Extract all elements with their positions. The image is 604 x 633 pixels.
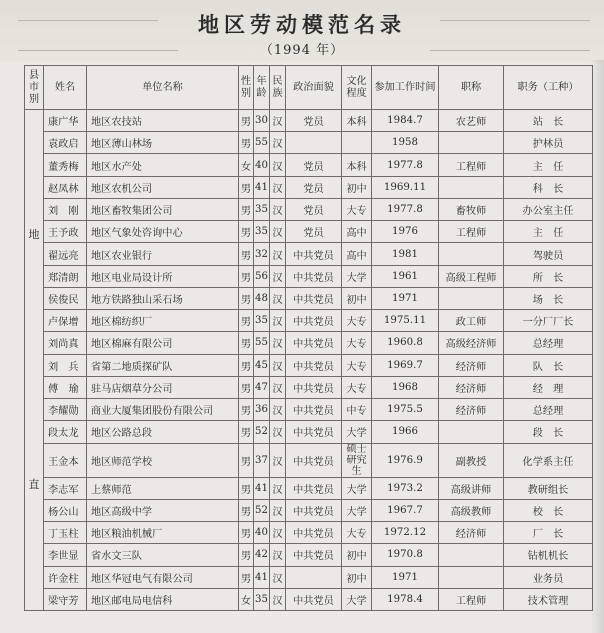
cell-unit: 地区公路总段 [87,421,239,443]
cell-politics: 中共党员 [286,522,342,544]
table-row [25,544,593,566]
cell-name: 傅 瑜 [44,376,87,398]
cell-name: 郑清朗 [44,265,87,287]
cell-education: 大专 [342,522,372,544]
cell-work-start: 1984.7 [372,110,439,132]
table-header-row [25,66,593,110]
cell-work-start: 1977.8 [372,154,439,176]
cell-unit: 地区农业银行 [87,243,239,265]
cell-unit: 地区电业局设计所 [87,265,239,287]
cell-unit: 地区华冠电气有限公司 [87,566,239,588]
cell-unit: 地区气象处咨询中心 [87,221,239,243]
cell-age: 40 [254,522,270,544]
cell-work-start: 1976.9 [372,443,439,477]
table-row [25,376,593,398]
cell-age: 47 [254,376,270,398]
cell-name: 段太龙 [44,421,87,443]
cell-politics: 中共党员 [286,265,342,287]
header-name: 姓名 [44,66,87,110]
cell-ethnic: 汉 [270,354,286,376]
cell-education: 初中 [342,287,372,309]
table-row [25,421,593,443]
cell-work-start: 1972.12 [372,522,439,544]
cell-unit: 地区高级中学 [87,499,239,521]
cell-work-start: 1973.2 [372,477,439,499]
cell-ethnic: 汉 [270,544,286,566]
cell-sex: 女 [239,588,254,610]
cell-position: 总经理 [504,332,593,354]
cell-name: 王金本 [44,443,87,477]
cell-sex: 男 [239,176,254,198]
cell-sex: 男 [239,566,254,588]
cell-title: 经济师 [439,376,504,398]
cell-unit: 省第二地质探矿队 [87,354,239,376]
cell-sex: 男 [239,287,254,309]
cell-education: 大学 [342,477,372,499]
cell-work-start: 1971 [372,566,439,588]
cell-politics: 中共党员 [286,354,342,376]
table-row [25,477,593,499]
cell-name: 李世显 [44,544,87,566]
cell-politics: 中共党员 [286,499,342,521]
cell-ethnic: 汉 [270,376,286,398]
cell-ethnic: 汉 [270,566,286,588]
cell-work-start: 1976 [372,221,439,243]
cell-work-start: 1981 [372,243,439,265]
cell-position: 站 长 [504,110,593,132]
header-county: 县市别 [25,66,44,110]
cell-sex: 男 [239,265,254,287]
cell-sex: 男 [239,443,254,477]
cell-education: 大专 [342,354,372,376]
cell-sex: 男 [239,499,254,521]
cell-work-start: 1975.5 [372,399,439,421]
county-char: 直 [28,478,40,491]
cell-work-start: 1977.8 [372,198,439,220]
header-unit: 单位名称 [87,66,239,110]
cell-name: 王予政 [44,221,87,243]
county-char: 地 [28,228,40,241]
cell-education: 大学 [342,588,372,610]
header-education: 文化程度 [342,66,372,110]
cell-education: 高中 [342,221,372,243]
cell-age: 32 [254,243,270,265]
table-row [25,499,593,521]
cell-title: 工程师 [439,221,504,243]
table-row [25,221,593,243]
cell-politics: 中共党员 [286,399,342,421]
cell-age: 48 [254,287,270,309]
cell-age: 55 [254,332,270,354]
header-work-start: 参加工作时间 [372,66,439,110]
table-row [25,176,593,198]
cell-work-start: 1968 [372,376,439,398]
table-row [25,522,593,544]
table-row [25,443,593,477]
cell-sex: 男 [239,477,254,499]
cell-age: 40 [254,154,270,176]
table-row [25,588,593,610]
table-row [25,287,593,309]
cell-age: 36 [254,399,270,421]
cell-name: 侯俊民 [44,287,87,309]
header-age: 年龄 [254,66,270,110]
cell-title: 经济师 [439,354,504,376]
cell-ethnic: 汉 [270,132,286,154]
cell-politics: 中共党员 [286,376,342,398]
cell-name: 丁玉柱 [44,522,87,544]
cell-title [439,132,504,154]
cell-title [439,544,504,566]
cell-ethnic: 汉 [270,499,286,521]
cell-age: 30 [254,110,270,132]
cell-title [439,566,504,588]
cell-age: 56 [254,265,270,287]
table-row [25,332,593,354]
cell-position: 段 长 [504,421,593,443]
cell-title [439,287,504,309]
cell-ethnic: 汉 [270,443,286,477]
cell-sex: 女 [239,154,254,176]
cell-sex: 男 [239,310,254,332]
cell-education: 大专 [342,310,372,332]
cell-education: 初中 [342,544,372,566]
cell-unit: 地区薄山林场 [87,132,239,154]
cell-age: 55 [254,132,270,154]
cell-unit: 地区畜牧集团公司 [87,198,239,220]
cell-sex: 男 [239,376,254,398]
table-body [25,110,593,611]
cell-sex: 男 [239,332,254,354]
cell-position: 钻机机长 [504,544,593,566]
page-subtitle: （1994 年） [259,43,345,58]
cell-age: 37 [254,443,270,477]
cell-unit: 地区粮油机械厂 [87,522,239,544]
cell-politics: 党员 [286,198,342,220]
page-title: 地区劳动模范名录 [198,13,406,37]
cell-title: 高级教师 [439,499,504,521]
cell-name: 翟远亮 [44,243,87,265]
cell-education: 大专 [342,198,372,220]
cell-politics [286,566,342,588]
cell-title: 工程师 [439,154,504,176]
cell-unit: 地方铁路独山采石场 [87,287,239,309]
cell-position: 经 理 [504,376,593,398]
cell-education: 本科 [342,110,372,132]
cell-sex: 男 [239,544,254,566]
cell-politics: 党员 [286,176,342,198]
cell-education: 大学 [342,265,372,287]
cell-work-start: 1971 [372,287,439,309]
cell-name: 卢保增 [44,310,87,332]
cell-sex: 男 [239,132,254,154]
cell-county [25,110,44,611]
cell-unit: 地区棉纺织厂 [87,310,239,332]
cell-unit: 地区农机公司 [87,176,239,198]
cell-title: 经济师 [439,522,504,544]
cell-unit: 地区师范学校 [87,443,239,477]
cell-politics: 中共党员 [286,287,342,309]
cell-age: 35 [254,198,270,220]
cell-work-start: 1975.11 [372,310,439,332]
cell-ethnic: 汉 [270,110,286,132]
cell-title: 高级经济师 [439,332,504,354]
cell-position: 主 任 [504,154,593,176]
cell-unit: 地区棉麻有限公司 [87,332,239,354]
cell-politics: 党员 [286,221,342,243]
cell-education [342,132,372,154]
cell-position: 科 长 [504,176,593,198]
cell-ethnic: 汉 [270,265,286,287]
cell-position: 所 长 [504,265,593,287]
cell-sex: 男 [239,221,254,243]
cell-politics [286,132,342,154]
cell-education: 硕士研究生 [342,443,372,477]
cell-education: 大专 [342,332,372,354]
cell-age: 35 [254,588,270,610]
cell-education: 初中 [342,176,372,198]
cell-title: 政工师 [439,310,504,332]
cell-title [439,421,504,443]
cell-title [439,243,504,265]
cell-ethnic: 汉 [270,522,286,544]
cell-age: 52 [254,421,270,443]
cell-position: 校 长 [504,499,593,521]
table-row [25,310,593,332]
cell-position: 技术管理 [504,588,593,610]
cell-ethnic: 汉 [270,310,286,332]
table-row [25,154,593,176]
table-row [25,110,593,132]
cell-age: 35 [254,221,270,243]
cell-ethnic: 汉 [270,243,286,265]
cell-position: 办公室主任 [504,198,593,220]
cell-title: 高级工程师 [439,265,504,287]
cell-politics: 中共党员 [286,421,342,443]
cell-name: 刘 兵 [44,354,87,376]
cell-age: 52 [254,499,270,521]
cell-sex: 男 [239,522,254,544]
cell-ethnic: 汉 [270,154,286,176]
cell-name: 赵凤林 [44,176,87,198]
table-row [25,566,593,588]
cell-politics: 中共党员 [286,243,342,265]
cell-ethnic: 汉 [270,588,286,610]
cell-position: 主 任 [504,221,593,243]
cell-position: 总经理 [504,399,593,421]
page-gutter-shadow [590,60,604,633]
cell-name: 袁政启 [44,132,87,154]
cell-sex: 男 [239,421,254,443]
cell-age: 35 [254,310,270,332]
cell-unit: 上蔡师范 [87,477,239,499]
cell-name: 李志军 [44,477,87,499]
cell-work-start: 1970.8 [372,544,439,566]
table-row [25,399,593,421]
model-workers-table [24,65,593,611]
cell-education: 初中 [342,566,372,588]
cell-position: 场 长 [504,287,593,309]
cell-name: 刘尚真 [44,332,87,354]
cell-position: 化学系主任 [504,443,593,477]
cell-education: 中专 [342,399,372,421]
cell-politics: 中共党员 [286,310,342,332]
cell-name: 董秀梅 [44,154,87,176]
cell-work-start: 1958 [372,132,439,154]
cell-position: 护林员 [504,132,593,154]
cell-position: 一分厂厂长 [504,310,593,332]
cell-ethnic: 汉 [270,198,286,220]
cell-age: 41 [254,566,270,588]
cell-work-start: 1969.11 [372,176,439,198]
cell-title: 工程师 [439,588,504,610]
cell-politics: 中共党员 [286,443,342,477]
cell-position: 队 长 [504,354,593,376]
cell-unit: 地区农技站 [87,110,239,132]
table-row [25,132,593,154]
header-sex: 性别 [239,66,254,110]
cell-sex: 男 [239,110,254,132]
cell-sex: 男 [239,198,254,220]
cell-title: 农艺师 [439,110,504,132]
cell-education: 大学 [342,499,372,521]
cell-title [439,176,504,198]
cell-work-start: 1961 [372,265,439,287]
cell-name: 李耀勋 [44,399,87,421]
cell-education: 大专 [342,376,372,398]
table-row [25,243,593,265]
cell-politics: 党员 [286,110,342,132]
cell-name: 刘 刚 [44,198,87,220]
cell-politics: 党员 [286,154,342,176]
cell-ethnic: 汉 [270,399,286,421]
cell-unit: 地区邮电局电信科 [87,588,239,610]
cell-work-start: 1967.7 [372,499,439,521]
cell-name: 康广华 [44,110,87,132]
cell-unit: 驻马店烟草分公司 [87,376,239,398]
cell-politics: 中共党员 [286,544,342,566]
cell-politics: 中共党员 [286,477,342,499]
cell-education: 大学 [342,421,372,443]
cell-unit: 省水文三队 [87,544,239,566]
cell-ethnic: 汉 [270,176,286,198]
cell-sex: 男 [239,243,254,265]
cell-ethnic: 汉 [270,287,286,309]
cell-ethnic: 汉 [270,221,286,243]
cell-politics: 中共党员 [286,332,342,354]
cell-position: 厂 长 [504,522,593,544]
cell-age: 45 [254,354,270,376]
cell-education: 本科 [342,154,372,176]
header-title: 职称 [439,66,504,110]
cell-work-start: 1960.8 [372,332,439,354]
table-row [25,354,593,376]
cell-unit: 商业大厦集团股份有限公司 [87,399,239,421]
cell-title: 高级讲师 [439,477,504,499]
cell-title: 副教授 [439,443,504,477]
cell-title: 经济师 [439,399,504,421]
cell-unit: 地区水产处 [87,154,239,176]
cell-work-start: 1969.7 [372,354,439,376]
cell-age: 42 [254,544,270,566]
table-row [25,265,593,287]
cell-name: 许金柱 [44,566,87,588]
cell-position: 业务员 [504,566,593,588]
header-ethnic: 民族 [270,66,286,110]
table-row [25,198,593,220]
header-position: 职务（工种） [504,66,593,110]
cell-name: 梁守芳 [44,588,87,610]
cell-name: 杨公山 [44,499,87,521]
cell-work-start: 1978.4 [372,588,439,610]
cell-position: 教研组长 [504,477,593,499]
cell-politics: 中共党员 [286,588,342,610]
cell-sex: 男 [239,399,254,421]
cell-ethnic: 汉 [270,477,286,499]
cell-position: 驾驶员 [504,243,593,265]
cell-ethnic: 汉 [270,332,286,354]
cell-work-start: 1966 [372,421,439,443]
cell-ethnic: 汉 [270,421,286,443]
cell-title: 畜牧师 [439,198,504,220]
cell-sex: 男 [239,354,254,376]
cell-age: 41 [254,176,270,198]
cell-education: 高中 [342,243,372,265]
cell-age: 41 [254,477,270,499]
header-politics: 政治面貌 [286,66,342,110]
